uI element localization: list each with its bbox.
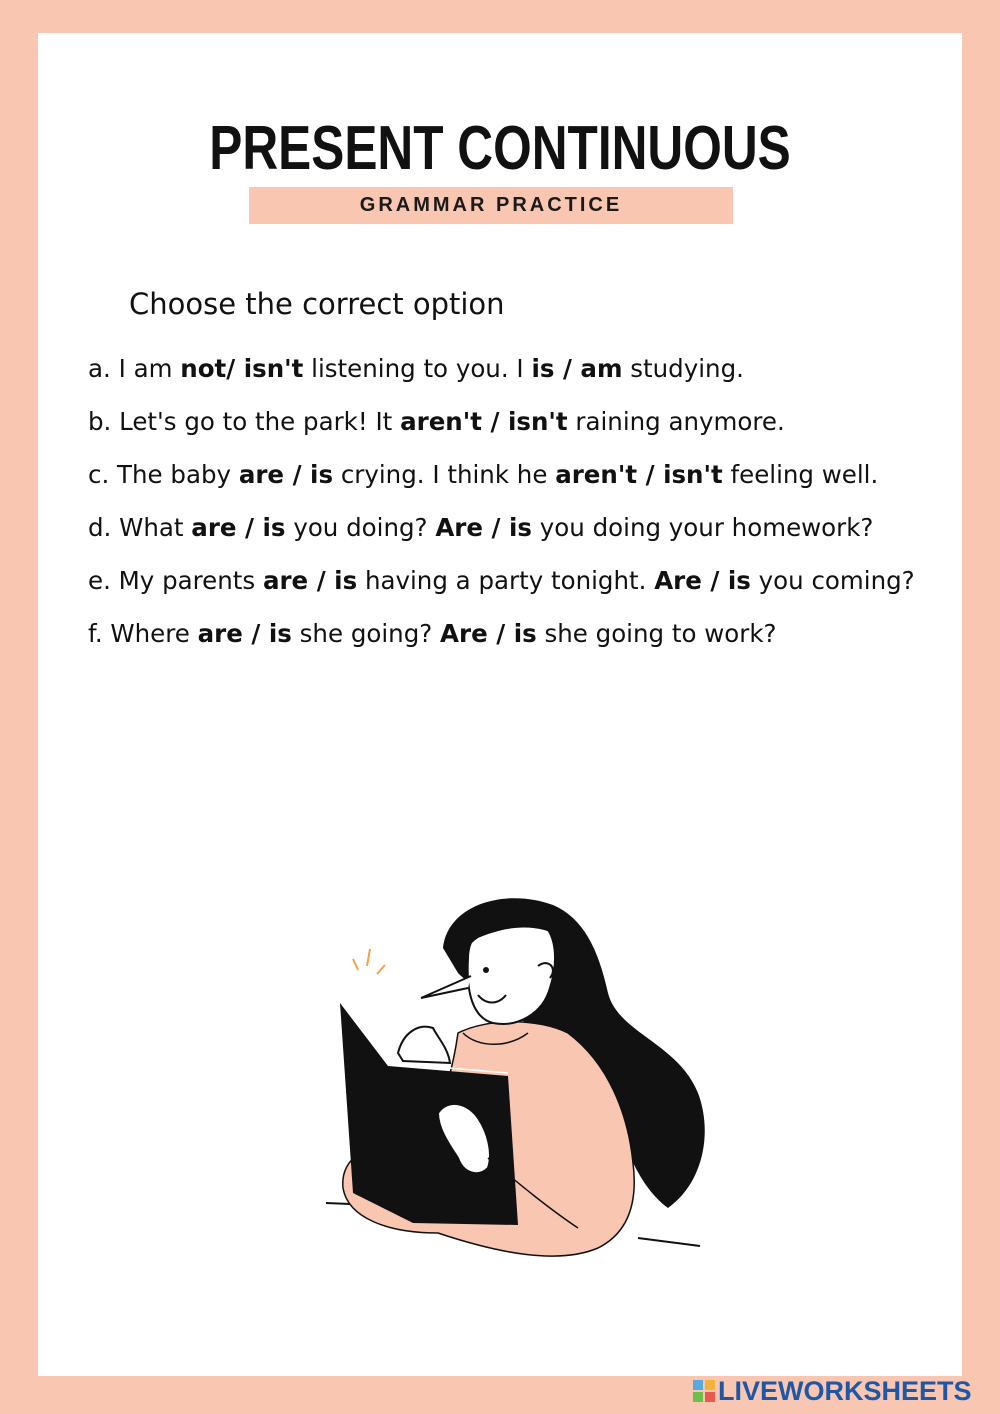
question-text: she going? bbox=[291, 619, 441, 648]
question-text: d. What bbox=[88, 513, 192, 542]
woman-reading-book-illustration bbox=[38, 33, 962, 1376]
answer-option[interactable]: are / is bbox=[238, 460, 334, 489]
answer-option[interactable]: aren't / isn't bbox=[555, 460, 723, 489]
answer-option[interactable]: not/ isn't bbox=[180, 354, 304, 383]
liveworksheets-logo-text: LIVEWORKSHEETS bbox=[718, 1375, 972, 1406]
liveworksheets-logo-cube-icon bbox=[692, 1379, 716, 1403]
question-text: e. My parents bbox=[88, 566, 263, 595]
answer-option[interactable]: Are / is bbox=[654, 566, 751, 595]
worksheet-page bbox=[38, 33, 962, 1376]
liveworksheets-logo[interactable] bbox=[692, 1376, 972, 1406]
question-text: you doing your homework? bbox=[532, 513, 874, 542]
question-text: f. Where bbox=[88, 619, 198, 648]
question-text: a. I am bbox=[88, 354, 181, 383]
worksheet-title: PRESENT CONTINUOUS bbox=[209, 114, 791, 183]
question-text: crying. I think he bbox=[333, 460, 556, 489]
question-text: c. The baby bbox=[88, 460, 239, 489]
question-text: having a party tonight. bbox=[357, 566, 655, 595]
question-text: listening to you. I bbox=[303, 354, 532, 383]
answer-option[interactable]: is / am bbox=[531, 354, 623, 383]
question-text: feeling well. bbox=[722, 460, 879, 489]
question-text: she going to work? bbox=[536, 619, 777, 648]
answer-option[interactable]: are / is bbox=[197, 619, 292, 648]
answer-option[interactable]: aren't / isn't bbox=[400, 407, 568, 436]
answer-option[interactable]: Are / is bbox=[435, 513, 532, 542]
worksheet-subtitle: GRAMMAR PRACTICE bbox=[249, 187, 733, 224]
question-text: raining anymore. bbox=[567, 407, 785, 436]
question-text: you coming? bbox=[750, 566, 915, 595]
answer-option[interactable]: are / is bbox=[262, 566, 358, 595]
question-text: b. Let's go to the park! It bbox=[88, 407, 401, 436]
answer-option[interactable]: are / is bbox=[191, 513, 286, 542]
instruction-text: Choose the correct option bbox=[129, 287, 505, 321]
answer-option[interactable]: Are / is bbox=[440, 619, 537, 648]
question-text: you doing? bbox=[285, 513, 436, 542]
question-text: studying. bbox=[622, 354, 744, 383]
